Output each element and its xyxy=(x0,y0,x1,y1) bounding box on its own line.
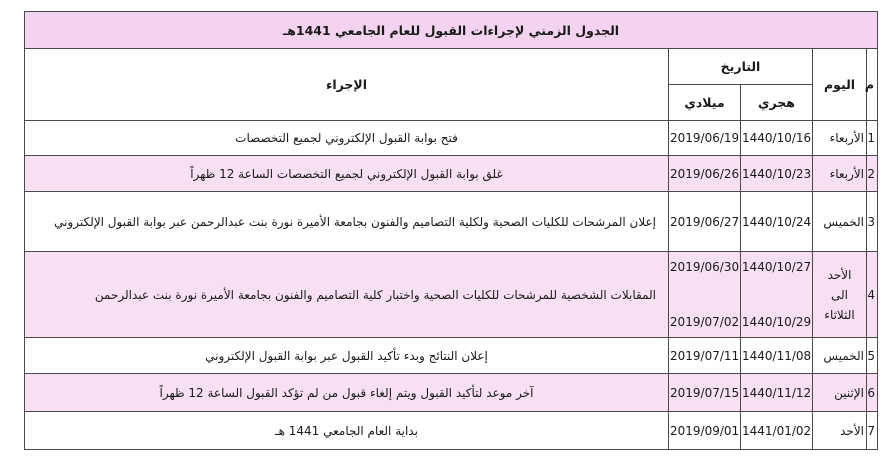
row-num: 7 xyxy=(867,412,878,450)
row-day-to: الثلاثاء xyxy=(824,307,855,322)
row-procedure: إعلان النتائج وبدء تأكيد القبول عبر بوابة القبول الإلكتروني xyxy=(25,338,669,374)
schedule-table xyxy=(24,11,878,450)
admission-schedule xyxy=(24,11,877,450)
row-gregorian: 2019/07/11 xyxy=(669,338,741,374)
row-num: 1 xyxy=(867,121,878,156)
row-day: الأربعاء xyxy=(813,156,867,192)
table-row xyxy=(25,338,878,374)
row-num: 4 xyxy=(867,252,878,338)
header-num: م xyxy=(867,49,878,121)
row-hijri: 1440/10/16 xyxy=(741,121,813,156)
row-num: 3 xyxy=(867,192,878,252)
row-day: الخميس xyxy=(813,338,867,374)
row-hijri: 1440/10/24 xyxy=(741,192,813,252)
table-row xyxy=(25,374,878,412)
row-procedure: بداية العام الجامعي 1441 هـ xyxy=(25,412,669,450)
row-procedure: إعلان المرشحات للكليات الصحية ولكلية التصاميم والفنون بجامعة الأميرة نورة بنت عبدالرحمن عبر بوابة القبول الإلكتروني xyxy=(25,192,669,252)
row-gregorian: 2019/07/15 xyxy=(669,374,741,412)
row-day: الأحد xyxy=(813,412,867,450)
row-day-separator: الى xyxy=(831,287,849,302)
row-gregorian-to: 2019/07/02 xyxy=(669,315,740,329)
header-date: التاريخ xyxy=(669,49,813,85)
table-row xyxy=(25,156,878,192)
row-day: الأربعاء xyxy=(813,121,867,156)
table-row xyxy=(25,252,878,338)
table-row xyxy=(25,192,878,252)
header-day: اليوم xyxy=(813,49,867,121)
row-procedure: غلق بوابة القبول الإلكتروني لجميع التخصصات الساعة 12 ظهراً xyxy=(25,156,669,192)
row-hijri: 1440/10/23 xyxy=(741,156,813,192)
row-hijri-from: 1440/10/27 xyxy=(741,260,812,274)
row-procedure: فتح بوابة القبول الإلكتروني لجميع التخصصات xyxy=(25,121,669,156)
row-day-range xyxy=(813,252,867,338)
table-row xyxy=(25,121,878,156)
header-procedure: الإجراء xyxy=(25,49,669,121)
row-hijri-range xyxy=(741,252,813,338)
row-gregorian: 2019/06/19 xyxy=(669,121,741,156)
row-procedure: المقابلات الشخصية للمرشحات للكليات الصحية واختبار كلية التصاميم والفنون بجامعة الأميرة نورة بنت عبدالرحمن xyxy=(25,252,669,338)
row-num: 2 xyxy=(867,156,878,192)
row-hijri: 1440/11/08 xyxy=(741,338,813,374)
row-hijri: 1440/11/12 xyxy=(741,374,813,412)
row-gregorian-range xyxy=(669,252,741,338)
row-gregorian: 2019/09/01 xyxy=(669,412,741,450)
row-gregorian-from: 2019/06/30 xyxy=(669,260,740,274)
row-day: الإثنين xyxy=(813,374,867,412)
table-row xyxy=(25,412,878,450)
row-hijri: 1441/01/02 xyxy=(741,412,813,450)
row-day-from: الأحد xyxy=(827,267,852,282)
row-num: 5 xyxy=(867,338,878,374)
row-day: الخميس xyxy=(813,192,867,252)
row-num: 6 xyxy=(867,374,878,412)
header-row xyxy=(25,49,878,85)
row-procedure: آخر موعد لتأكيد القبول ويتم إلغاء قبول من لم تؤكد القبول الساعة 12 ظهراً xyxy=(25,374,669,412)
header-gregorian: ميلادي xyxy=(669,85,741,121)
row-hijri-to: 1440/10/29 xyxy=(741,315,812,329)
table-title: الجدول الزمني لإجراءات القبول للعام الجامعي 1441هـ xyxy=(25,12,878,49)
row-gregorian: 2019/06/26 xyxy=(669,156,741,192)
title-row xyxy=(25,12,878,49)
row-gregorian: 2019/06/27 xyxy=(669,192,741,252)
header-hijri: هجري xyxy=(741,85,813,121)
